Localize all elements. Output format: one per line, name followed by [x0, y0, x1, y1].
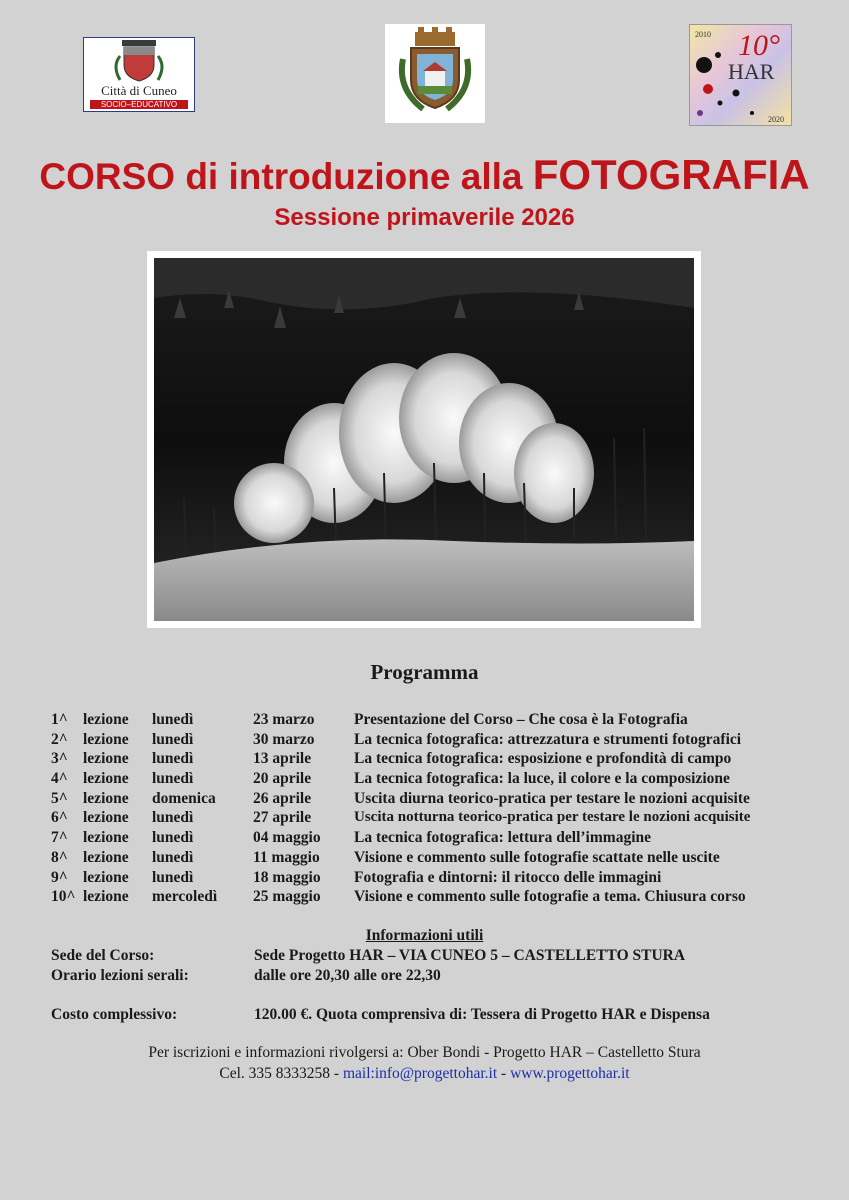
- lesson-label: lezione: [83, 829, 129, 847]
- lesson-label: lezione: [83, 770, 129, 788]
- lesson-description: Visione e commento sulle fotografie scattate nelle uscite: [354, 848, 720, 866]
- lesson-description: Uscita notturna teorico-pratica per testare le nozioni acquisite: [354, 809, 751, 826]
- lesson-day: domenica: [152, 789, 216, 807]
- lesson-date: 30 marzo: [253, 730, 315, 748]
- lesson-label: lezione: [83, 809, 129, 827]
- lesson-description: Fotografia e dintorni: il ritocco delle immagini: [354, 868, 662, 886]
- lesson-day: mercoledì: [152, 888, 218, 906]
- lesson-label: lezione: [83, 750, 129, 768]
- separator: -: [497, 1065, 511, 1082]
- lesson-day: lunedì: [152, 848, 194, 866]
- lesson-description: La tecnica fotografica: lettura dell’immagine: [354, 829, 651, 847]
- coat-of-arms-icon: [385, 24, 485, 123]
- city-name: Città di Cuneo: [101, 83, 177, 98]
- lesson-date: 27 aprile: [253, 809, 312, 827]
- municipal-coat-of-arms-logo: [385, 24, 485, 123]
- lesson-number: 8^: [51, 848, 68, 866]
- website-link[interactable]: www.progettohar.it: [510, 1065, 630, 1082]
- costo-label: Costo complessivo:: [51, 1006, 178, 1023]
- lesson-label: lezione: [83, 789, 129, 807]
- lesson-date: 26 aprile: [253, 789, 312, 807]
- lesson-date: 11 maggio: [253, 848, 320, 866]
- lesson-number: 6^: [51, 809, 68, 827]
- lesson-date: 20 aprile: [253, 770, 312, 788]
- har-number: 10°: [738, 29, 780, 62]
- lesson-label: lezione: [83, 730, 129, 748]
- citta-di-cuneo-logo: [83, 37, 195, 112]
- info-heading: Informazioni utili: [365, 927, 484, 944]
- lesson-date: 13 aprile: [253, 750, 312, 768]
- landscape-photo: [154, 258, 694, 621]
- lesson-day: lunedì: [152, 809, 194, 827]
- lesson-label: lezione: [83, 848, 129, 866]
- lesson-label: lezione: [83, 888, 129, 906]
- lesson-label: lezione: [83, 868, 129, 886]
- lesson-day: lunedì: [152, 829, 194, 847]
- lesson-number: 4^: [51, 770, 68, 788]
- lesson-number: 3^: [51, 750, 68, 768]
- lesson-description: Uscita diurna teorico-pratica per testare le nozioni acquisite: [354, 789, 750, 807]
- lesson-number: 9^: [51, 868, 68, 886]
- lesson-date: 25 maggio: [253, 888, 321, 906]
- lesson-date: 23 marzo: [253, 711, 315, 728]
- lesson-day: lunedì: [152, 730, 194, 748]
- lesson-label: lezione: [83, 711, 129, 728]
- socio-educativo-banner: SOCIO–EDUCATIVO: [90, 100, 188, 109]
- email-link[interactable]: info@progettohar.it: [374, 1065, 498, 1082]
- page-subtitle: Sessione primaverile 2026: [274, 204, 575, 231]
- contact-details: [0, 1065, 849, 1083]
- lesson-date: 04 maggio: [253, 829, 321, 847]
- lesson-description: La tecnica fotografica: la luce, il colore e la composizione: [354, 770, 730, 788]
- lesson-description: La tecnica fotografica: esposizione e profondità di campo: [354, 750, 732, 768]
- har-10-anniversary-logo: [689, 24, 792, 126]
- lesson-description: Visione e commento sulle fotografie a tema. Chiusura corso: [354, 888, 746, 906]
- contact-line: Per iscrizioni e informazioni rivolgersi a: Ober Bondi - Progetto HAR – Castelletto Stura: [148, 1044, 701, 1061]
- har-dots-icon: [690, 25, 792, 126]
- lesson-date: 18 maggio: [253, 868, 321, 886]
- orario-label: Orario lezioni serali:: [51, 967, 189, 984]
- photo-frame: [147, 251, 701, 628]
- programma-heading: Programma: [370, 660, 479, 684]
- orario-value: dalle ore 20,30 alle ore 22,30: [254, 967, 441, 984]
- sede-value: Sede Progetto HAR – VIA CUNEO 5 – CASTELLETTO STURA: [254, 947, 686, 964]
- lesson-day: lunedì: [152, 770, 194, 788]
- page-title: [0, 151, 849, 199]
- lesson-number: 5^: [51, 789, 68, 807]
- lesson-day: lunedì: [152, 711, 194, 728]
- phone-number: Cel. 335 8333258 -: [219, 1065, 343, 1082]
- har-year-end: 2020: [768, 115, 784, 124]
- mail-label: mail:: [342, 1065, 375, 1082]
- lesson-number: 1^: [51, 711, 68, 728]
- lesson-number: 2^: [51, 730, 68, 748]
- title-part-2: FOTOGRAFIA: [532, 151, 810, 198]
- frosted-trees-photo-icon: [154, 258, 694, 621]
- sede-label: Sede del Corso:: [51, 947, 155, 964]
- costo-value: 120.00 €. Quota comprensiva di: Tessera di Progetto HAR e Dispensa: [254, 1006, 710, 1023]
- title-part-1: CORSO di introduzione alla: [39, 156, 533, 197]
- lesson-day: lunedì: [152, 750, 194, 768]
- har-year-start: 2010: [695, 30, 711, 39]
- lesson-day: lunedì: [152, 868, 194, 886]
- lesson-number: 7^: [51, 829, 68, 847]
- har-name: HAR: [728, 59, 775, 84]
- lesson-description: La tecnica fotografica: attrezzatura e strumenti fotografici: [354, 730, 742, 748]
- lesson-description: Presentazione del Corso – Che cosa è la Fotografia: [354, 711, 688, 728]
- lesson-number: 10^: [51, 888, 76, 906]
